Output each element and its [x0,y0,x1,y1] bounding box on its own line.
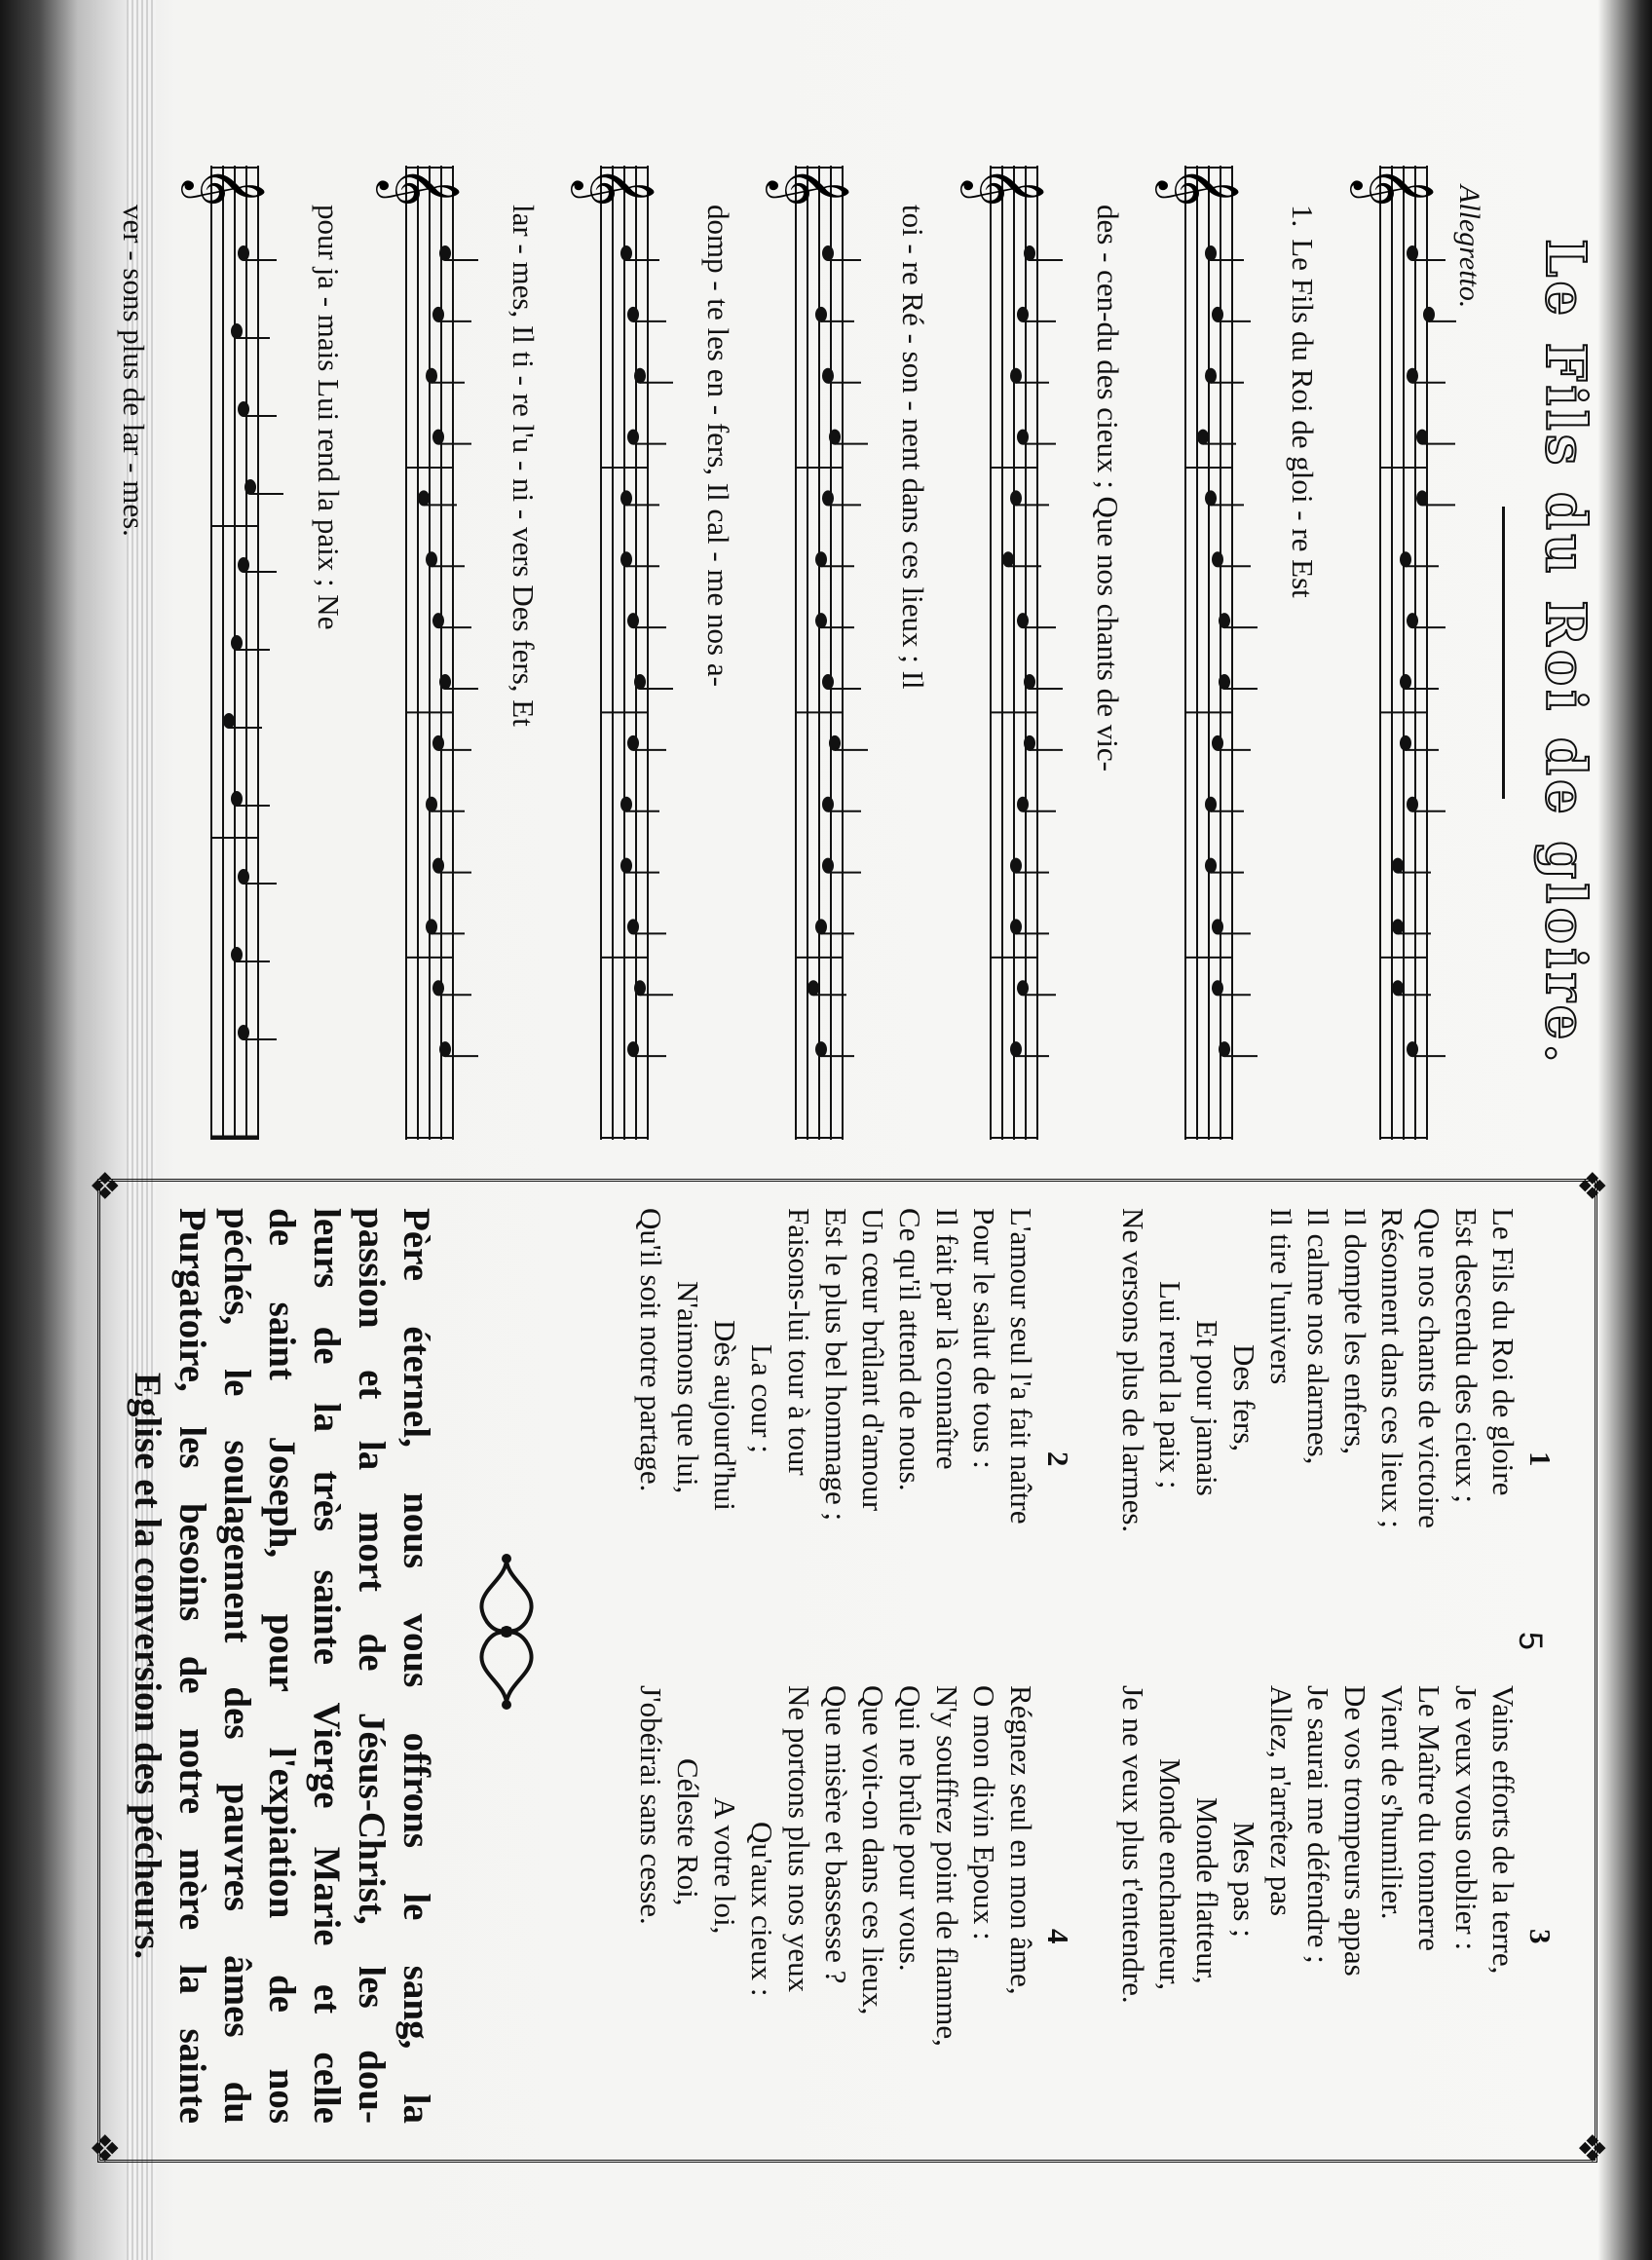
note-head [1212,735,1223,751]
stanza-line: Régnez seul en mon âme, [1004,1685,1038,1995]
note-head [1017,980,1029,996]
note-head [1423,307,1435,322]
note-head [238,401,249,417]
treble-clef-icon: 𝄞 [380,166,462,207]
music-system-7 [88,166,287,1140]
stanza-line: Que voit-on dans ces lieux, [856,1685,890,2015]
note-head [1400,551,1411,567]
note-head [1212,980,1223,996]
staff-4 [735,166,872,1140]
lyric-line-7: ver - sons plus de lar - mes. [117,205,151,537]
staff-7 [151,166,287,1140]
note-head [822,797,834,812]
note-head [822,490,834,506]
lyric-line-4: domp - te les en - fers, Il cal - me nos a- [701,205,735,687]
note-head [1205,245,1217,261]
note-head [1010,490,1022,506]
lyric-line-2: des - cen-du des cieux ; Que nos chants de vic- [1091,205,1125,772]
stanza-line: Pour le salut de tous : [967,1208,1001,1469]
stanza-line: N'y souffrez point de flamme, [930,1685,964,2047]
note-head [1416,490,1428,506]
prayer-line: passion et la mort de Jésus-Christ, les dou- [351,1208,393,2124]
stanza-line: Ne versons plus de larmes. [1116,1208,1150,1533]
note-head [1010,1041,1022,1057]
stanza-line: Monde enchanteur, [1153,1758,1187,1991]
stanza-lines [1114,1208,1521,1532]
note-head [1024,735,1035,751]
staff-1 [1320,166,1456,1140]
note-head [627,735,639,751]
stanza-line: Lui rend la paix ; [1153,1281,1187,1489]
note-head [1219,613,1230,628]
note-head [432,307,444,322]
note-head [439,1041,451,1057]
staff-2 [1125,166,1261,1140]
stanza-line: Est le plus bel hommage ; [819,1208,853,1522]
note-head [815,1041,827,1057]
note-head [815,919,827,934]
stanza-line: Qu'aux cieux : [745,1822,779,1997]
stanza-line: Je saurai me défendre ; [1301,1685,1335,1964]
note-head [1407,368,1418,384]
note-head [432,858,444,874]
note-head [627,307,639,322]
corner-ornament-icon: ❖ [1570,2131,1611,2166]
stanza-line: Il tire l'univers [1264,1208,1298,1385]
note-head [1407,613,1418,628]
note-head [620,490,632,506]
note-head [1017,307,1029,322]
stanza-2 [632,1208,1076,1525]
staff-5 [541,166,677,1140]
stanza-line: Un cœur brûlant d'amour [856,1208,890,1512]
note-head [439,245,451,261]
stanza-number: 4 [1041,1929,1075,1944]
stanza-line: Le Fils du Roi de gloire [1486,1208,1521,1496]
note-head [432,735,444,751]
stanza-line: Il fait par là connaître [930,1208,964,1470]
music-system-4 [672,166,872,1140]
note-head [1205,858,1217,874]
note-head [620,245,632,261]
note-head [1392,980,1404,996]
note-head [244,479,256,495]
corner-ornament-icon: ❖ [1570,1169,1611,1203]
song-title: Le Fils du Roi de gloire. [1533,239,1597,1067]
note-head [231,635,243,651]
note-head [815,551,827,567]
prayer-paragraph [125,1208,438,2124]
note-head [822,674,834,690]
note-head [1212,307,1223,322]
stanza-1 [1114,1208,1558,1532]
note-head [807,980,819,996]
note-head [1407,797,1418,812]
prayer-line: leurs de la très sainte Vierge Marie et celle [306,1208,348,2124]
stanza-line: Vains efforts de la terre, [1486,1685,1521,1975]
note-head [231,791,243,807]
stanza-line: De vos trompeurs appas [1338,1685,1372,1977]
tempo-marking: Allegretto. [1453,185,1485,309]
title-rule [1502,507,1505,799]
stanza-line: O mon divin Epoux : [967,1685,1001,1940]
stanza-lines [1114,1685,1521,2004]
stanza-line: L'amour seul l'a fait naître [1004,1208,1038,1525]
note-head [1205,368,1217,384]
note-head [426,368,437,384]
stanza-line: Je ne veux plus t'entendre. [1116,1685,1150,2004]
note-head [1400,674,1411,690]
prayer-line: Père éternel, nous vous offrons le sang, la [395,1208,437,2124]
stanza-line: Dès aujourd'hui [708,1320,742,1511]
stanza-lines [632,1685,1039,2047]
treble-clef-icon: 𝄞 [575,166,657,207]
note-head [1197,430,1209,445]
stanza-line: Mes pas ; [1227,1822,1261,1938]
note-head [1219,674,1230,690]
note-head [1400,735,1411,751]
stanza-number: 3 [1523,1929,1558,1944]
note-head [426,551,437,567]
stanza-line: A votre loi, [708,1797,742,1935]
stanza-line: Monde flatteur, [1190,1797,1224,1984]
stanza-line: Qui ne brûle pour vous. [893,1685,927,1972]
note-head [1002,551,1014,567]
note-head [1407,245,1418,261]
stanza-line: Céleste Roi, [671,1758,705,1906]
lyric-line-6: pour ja - mais Lui rend la paix ; Ne [312,205,346,630]
stanza-line: Le Maître du tonnerre [1412,1685,1446,1951]
music-system-1 [1257,166,1456,1140]
stanza-line: Il calme nos alarmes, [1301,1208,1335,1465]
stanza-line: Faisons-lui tour à tour [782,1208,816,1476]
treble-clef-icon: 𝄞 [185,166,267,207]
note-head [1017,613,1029,628]
note-head [634,368,646,384]
note-head [1212,919,1223,934]
stanza-line: Ce qu'il attend de nous. [893,1208,927,1491]
note-head [822,858,834,874]
stanza-line: Vient de s'humilier. [1375,1685,1409,1920]
note-head [627,919,639,934]
note-head [1017,430,1029,445]
note-head [822,245,834,261]
note-head [1010,858,1022,874]
stanza-line: Qu'il soit notre partage. [634,1208,668,1492]
stanza-line: Il dompte les enfers, [1338,1208,1372,1455]
note-head [238,557,249,573]
stanza-line: Et pour jamais [1190,1320,1224,1496]
note-head [418,490,430,506]
note-head [1024,674,1035,690]
stanza-line: Je veux vous oublier : [1449,1685,1483,1951]
note-head [238,1025,249,1040]
note-head [432,430,444,445]
stanza-lines [632,1208,1039,1525]
prayer-line: Eglise et la conversion des pécheurs. [127,1372,169,1960]
note-head [432,980,444,996]
note-head [426,797,437,812]
lyric-line-5: lar - mes, Il ti - re l'u - ni - vers Des fers, Et [507,205,541,727]
note-head [231,323,243,339]
note-head [627,430,639,445]
note-head [815,307,827,322]
note-head [620,551,632,567]
note-head [815,613,827,628]
stanza-line: Ne portons plus nos yeux [782,1685,816,1993]
note-head [1010,368,1022,384]
music-system-2 [1062,166,1261,1140]
music-system-6 [282,166,482,1140]
note-head [634,674,646,690]
note-head [1392,919,1404,934]
treble-clef-icon: 𝄞 [1354,166,1436,207]
note-head [1017,797,1029,812]
stanza-number: 2 [1041,1451,1075,1467]
note-head [1024,245,1035,261]
note-head [627,1041,639,1057]
stanza-3 [1114,1685,1558,2004]
note-head [1205,797,1217,812]
note-head [829,735,841,751]
note-head [620,797,632,812]
prayer-line: Purgatoire, les besoins de notre mère la sainte [171,1208,213,2124]
note-head [620,858,632,874]
treble-clef-icon: 𝄞 [964,166,1046,207]
note-head [1010,919,1022,934]
note-head [627,613,639,628]
note-head [238,869,249,885]
note-head [1212,551,1223,567]
music-system-5 [477,166,677,1140]
fleuron-ornament-icon [448,1554,565,1710]
stanza-line: Est descendu des cieux ; [1449,1208,1483,1504]
corner-ornament-icon: ❖ [83,1169,124,1203]
lyric-text-1: Le Fils du Roi de gloi - re Est [1286,239,1320,598]
lyric-line-3: toi - re Ré - son - nent dans ces lieux ; Il [896,205,930,690]
book-binding-shadow [1598,0,1652,2260]
prayer-line: péchés, le soulagement des pauvres âmes du [216,1208,258,2124]
note-head [822,368,834,384]
stanza-line: N'aimons que lui, [671,1281,705,1494]
stanza-line: Allez, n'arrêtez pas [1264,1685,1298,1917]
note-head [1392,858,1404,874]
music-system-3 [867,166,1067,1140]
note-head [231,947,243,962]
lyric-line-1 [1285,205,1320,1140]
treble-clef-icon: 𝄞 [1159,166,1241,207]
verse-number: 1. [1286,205,1320,228]
stanza-4 [632,1685,1076,2047]
note-head [634,980,646,996]
stanza-line: Des fers, [1227,1344,1261,1452]
treble-clef-icon: 𝄞 [770,166,851,207]
note-head [432,613,444,628]
note-head [439,674,451,690]
stanza-line: Que misère et bassesse ? [819,1685,853,1984]
note-head [1416,430,1428,445]
page-number: 5 [1512,1632,1549,1650]
note-head [1219,1041,1230,1057]
staff-6 [346,166,482,1140]
note-head [1205,490,1217,506]
stanza-line: J'obéirai sans cesse. [634,1685,668,1925]
stanza-line: Résonnent dans ces lieux ; [1375,1208,1409,1528]
note-head [238,245,249,261]
note-head [426,919,437,934]
rotated-page-content [78,166,1611,2166]
prayer-line: de saint Joseph, pour l'expiation de nos [261,1208,303,2124]
note-head [829,430,841,445]
stanza-line: La cour ; [745,1344,779,1453]
note-head [1407,1041,1418,1057]
note-head [223,713,235,729]
corner-ornament-icon: ❖ [83,2131,124,2166]
stanza-number: 1 [1523,1451,1558,1467]
stanza-line: Que nos chants de victoire [1412,1208,1446,1528]
staff-3 [930,166,1067,1140]
